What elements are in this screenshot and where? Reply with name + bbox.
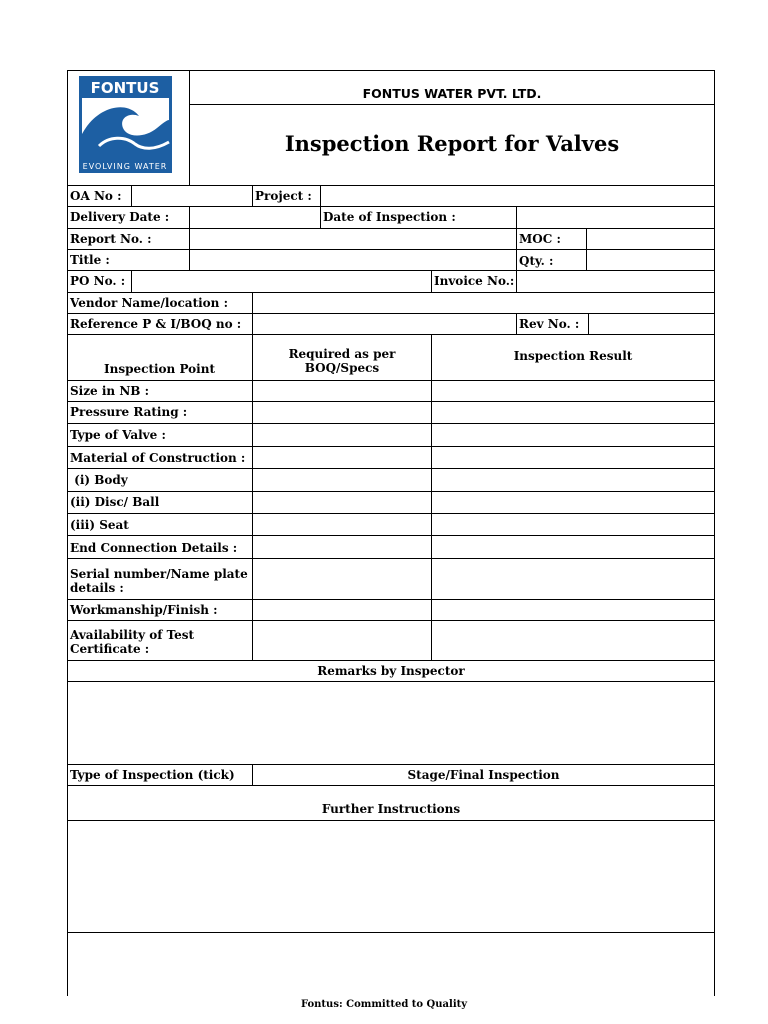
remarks-field[interactable]: [68, 682, 714, 764]
logo-brand-text: FONTUS: [90, 79, 160, 97]
reference-label: Reference P & I/BOQ no :: [70, 317, 242, 331]
po-no-field[interactable]: [132, 271, 430, 292]
row-seat: (iii) Seat: [70, 518, 129, 532]
oa-no-label: OA No :: [70, 189, 122, 203]
project-label: Project :: [255, 189, 312, 203]
row-size-nb: Size in NB :: [70, 384, 150, 398]
col-inspection-point: Inspection Point: [104, 362, 215, 376]
qty-field[interactable]: [587, 250, 714, 270]
qty-label: Qty. :: [519, 254, 554, 268]
row-workmanship: Workmanship/Finish :: [70, 603, 218, 617]
header-company-line: [189, 104, 715, 105]
row-test-certificate: Availability of Test Certificate :: [70, 628, 195, 656]
logo-tagline-text: EVOLVING WATER: [82, 162, 168, 171]
row-disc-ball: (ii) Disc/ Ball: [70, 495, 160, 509]
invoice-no-label: Invoice No.:: [434, 274, 515, 288]
rev-no-label: Rev No. :: [519, 317, 580, 331]
fontus-logo: [79, 76, 172, 173]
row-type-of-valve: Type of Valve :: [70, 428, 166, 442]
col-required: Required as per BOQ/Specs: [288, 347, 396, 375]
po-no-label: PO No. :: [70, 274, 126, 288]
report-no-field[interactable]: [190, 229, 515, 249]
further-instructions-field[interactable]: [68, 821, 714, 931]
row-material-construction: Material of Construction :: [70, 451, 246, 465]
title-label: Title :: [70, 253, 110, 267]
remarks-heading: Remarks by Inspector: [317, 664, 465, 678]
company-name: FONTUS WATER PVT. LTD.: [362, 86, 542, 101]
rev-no-field[interactable]: [589, 314, 714, 334]
vendor-label: Vendor Name/location :: [70, 296, 229, 310]
project-field[interactable]: [321, 186, 714, 206]
further-instructions-heading: Further Instructions: [321, 802, 461, 816]
row-pressure-rating: Pressure Rating :: [70, 405, 188, 419]
date-of-inspection-field[interactable]: [517, 207, 714, 228]
delivery-date-field[interactable]: [190, 207, 319, 228]
row-body: (i) Body: [70, 473, 128, 487]
reference-field[interactable]: [253, 314, 515, 334]
delivery-date-label: Delivery Date :: [70, 210, 170, 224]
moc-label: MOC :: [519, 232, 561, 246]
invoice-no-field[interactable]: [517, 271, 714, 292]
stage-final-option[interactable]: Stage/Final Inspection: [407, 768, 560, 782]
title-field[interactable]: [190, 250, 515, 270]
row-end-connection: End Connection Details :: [70, 541, 238, 555]
oa-no-field[interactable]: [132, 186, 251, 206]
col-inspection-result: Inspection Result: [513, 349, 633, 363]
type-of-inspection-label: Type of Inspection (tick): [70, 768, 235, 782]
moc-field[interactable]: [587, 229, 714, 249]
date-of-inspection-label: Date of Inspection :: [323, 210, 456, 224]
page-title: Inspection Report for Valves: [284, 131, 620, 156]
row-serial-number: Serial number/Name plate details :: [70, 567, 248, 595]
vendor-field[interactable]: [253, 293, 714, 313]
footer-tagline: Fontus: Committed to Quality: [300, 999, 468, 1010]
report-no-label: Report No. :: [70, 232, 152, 246]
